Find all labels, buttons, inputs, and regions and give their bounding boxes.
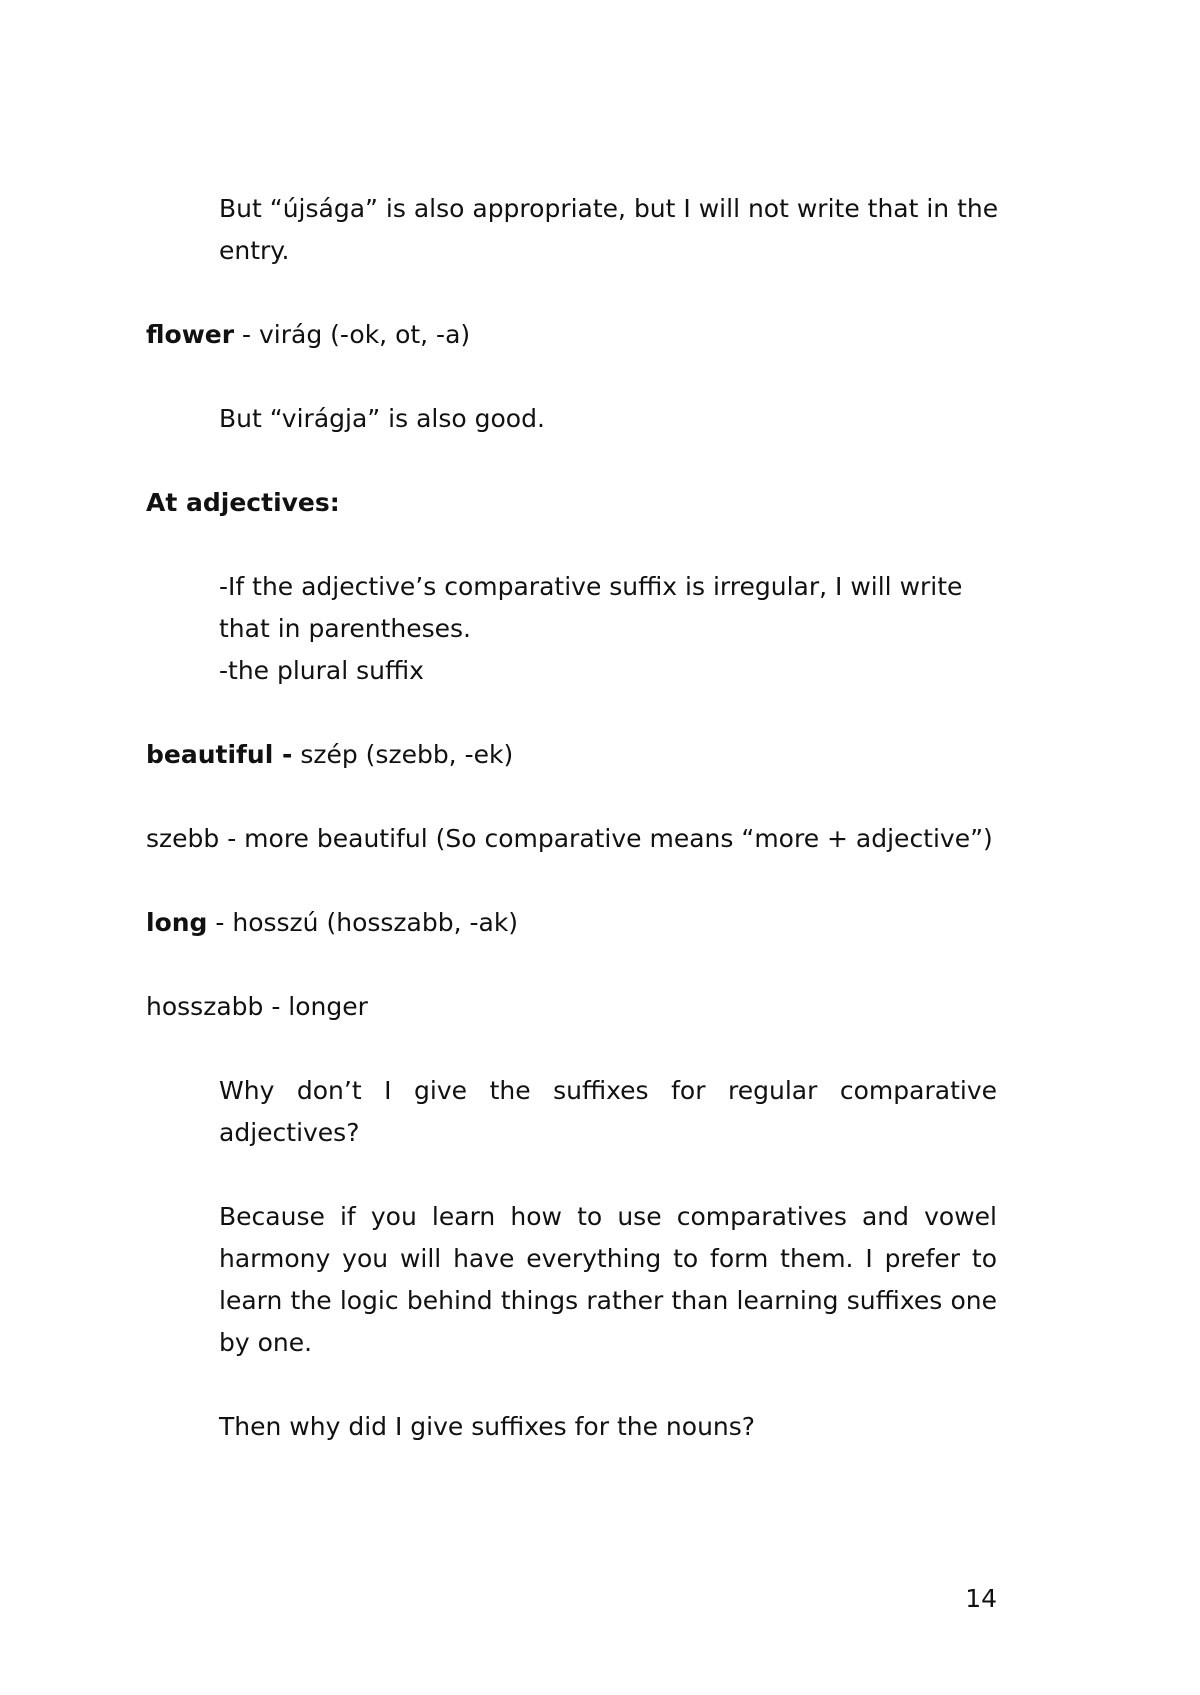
entry-definition-long: - hosszú (hosszabb, -ak) <box>207 908 519 937</box>
adjective-rule-1-line-2: that in parentheses. <box>219 614 472 643</box>
entry-beautiful <box>146 734 513 776</box>
flower-note: But “virágja” is also good. <box>219 404 545 433</box>
entry-long <box>146 902 518 944</box>
intro-line-2: entry. <box>219 236 290 265</box>
adjective-rule-1-line-1: -If the adjective’s comparative suffix is irregular, I will write <box>219 572 963 601</box>
answer-1-line-2: harmony you will have everything to form them. I prefer to <box>219 1244 997 1273</box>
answer-1-line-1: Because if you learn how to use comparatives and vowel <box>219 1202 997 1231</box>
adjective-rule-2: -the plural suffix <box>219 656 424 685</box>
answer-1-line-4: by one. <box>219 1328 313 1357</box>
question-2: Then why did I give suffixes for the nouns? <box>219 1412 756 1441</box>
entry-definition-beautiful: szép (szebb, -ek) <box>292 740 514 769</box>
adjectives-heading <box>146 482 340 524</box>
entry-term-long: long <box>146 908 208 937</box>
intro-line-1: But “újsága” is also appropriate, but I will not write that in the <box>219 194 999 223</box>
entry-definition-flower: - virág (-ok, ot, -a) <box>234 320 471 349</box>
adjectives-heading-text: At adjectives: <box>146 488 340 517</box>
szebb-explanation: szebb - more beautiful (So comparative means “more + adjective”) <box>146 824 993 853</box>
hosszabb-explanation: hosszabb - longer <box>146 992 368 1021</box>
entry-term-flower: flower <box>146 320 235 349</box>
question-1-line-1: Why don’t I give the suffixes for regular comparative <box>219 1076 997 1105</box>
entry-term-beautiful: beautiful - <box>146 740 293 769</box>
answer-1-line-3: learn the logic behind things rather than learning suffixes one <box>219 1286 997 1315</box>
page-number: 14 <box>965 1584 997 1613</box>
entry-flower <box>146 314 470 356</box>
question-1-line-2: adjectives? <box>219 1118 360 1147</box>
